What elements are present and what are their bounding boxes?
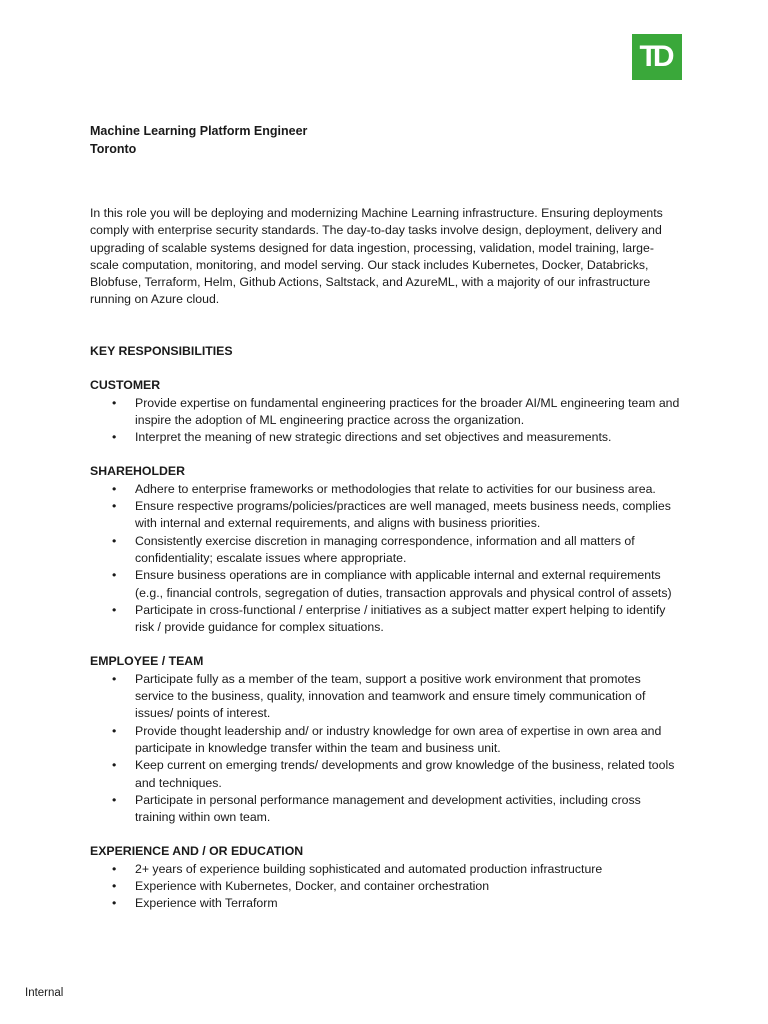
section-title: SHAREHOLDER [90,464,185,479]
list-item: • Ensure business operations are in compliance with applicable internal and external requirements (e.g., financial controls, segregation of duties, transaction approvals and physical control of assets) [90,567,680,602]
bullet-list [90,481,680,637]
responsibilities-content [90,343,680,930]
list-item: • Consistently exercise discretion in managing correspondence, information and all matters of confidentiality; escalate issues where appropriate. [90,533,680,568]
section-title: EXPERIENCE AND / OR EDUCATION [90,844,304,859]
list-item: • Experience with Kubernetes, Docker, and container orchestration [90,878,680,895]
job-location: Toronto [90,142,137,156]
document-header [90,122,307,158]
logo-text: TD [639,40,670,73]
list-item: • Participate fully as a member of the team, support a positive work environment that promotes service to the business, quality, innovation and teamwork and ensure timely communication of issues/ points of interest. [90,671,680,723]
bullet-list [90,861,680,913]
footer-classification: Internal [25,987,64,999]
list-item: • Interpret the meaning of new strategic directions and set objectives and measurements. [90,429,680,446]
list-item: • Adhere to enterprise frameworks or methodologies that relate to activities for our business area. [90,481,680,498]
employee-team-section [90,653,680,826]
bullet-list [90,671,680,827]
list-item: • Provide thought leadership and/ or industry knowledge for own area of expertise in own area and participate in knowledge transfer within the team and business unit. [90,723,680,758]
shareholder-section [90,463,680,636]
list-item: • Participate in cross-functional / enterprise / initiatives as a subject matter expert helping to identify risk / provide guidance for complex situations. [90,602,680,637]
list-item: • Experience with Terraform [90,895,680,912]
job-title: Machine Learning Platform Engineer [90,124,308,138]
intro-paragraph: In this role you will be deploying and modernizing Machine Learning infrastructure. Ensuring deployments comply with enterprise security standards. The day-to-day tasks involve design, deployment, delivery and upgrading of scalable systems designed for data ingestion, processing, validation, model training, large-scale computation, monitoring, and model serving. Our stack includes Kubernetes, Docker, Databricks, Blobfuse, Terraform, Helm, Github Actions, Saltstack, and AzureML, with a majority of our infrastructure running on Azure cloud. [90,206,663,307]
bullet-list [90,395,680,447]
list-item: • Participate in personal performance management and development activities, including cross training within own team. [90,792,680,827]
list-item: • Keep current on emerging trends/ developments and grow knowledge of the business, related tools and techniques. [90,757,680,792]
list-item: • Provide expertise on fundamental engineering practices for the broader AI/ML engineering team and inspire the adoption of ML engineering practice across the organization. [90,395,680,430]
experience-section [90,843,680,912]
td-logo [632,34,682,80]
section-title: CUSTOMER [90,378,161,393]
section-title: EMPLOYEE / TEAM [90,654,204,669]
list-item: • Ensure respective programs/policies/practices are well managed, meets business needs, complies with internal and external requirements, and aligns with business priorities. [90,498,680,533]
customer-section [90,377,680,446]
list-item: • 2+ years of experience building sophisticated and automated production infrastructure [90,861,680,878]
key-responsibilities-heading: KEY RESPONSIBILITIES [90,344,233,358]
